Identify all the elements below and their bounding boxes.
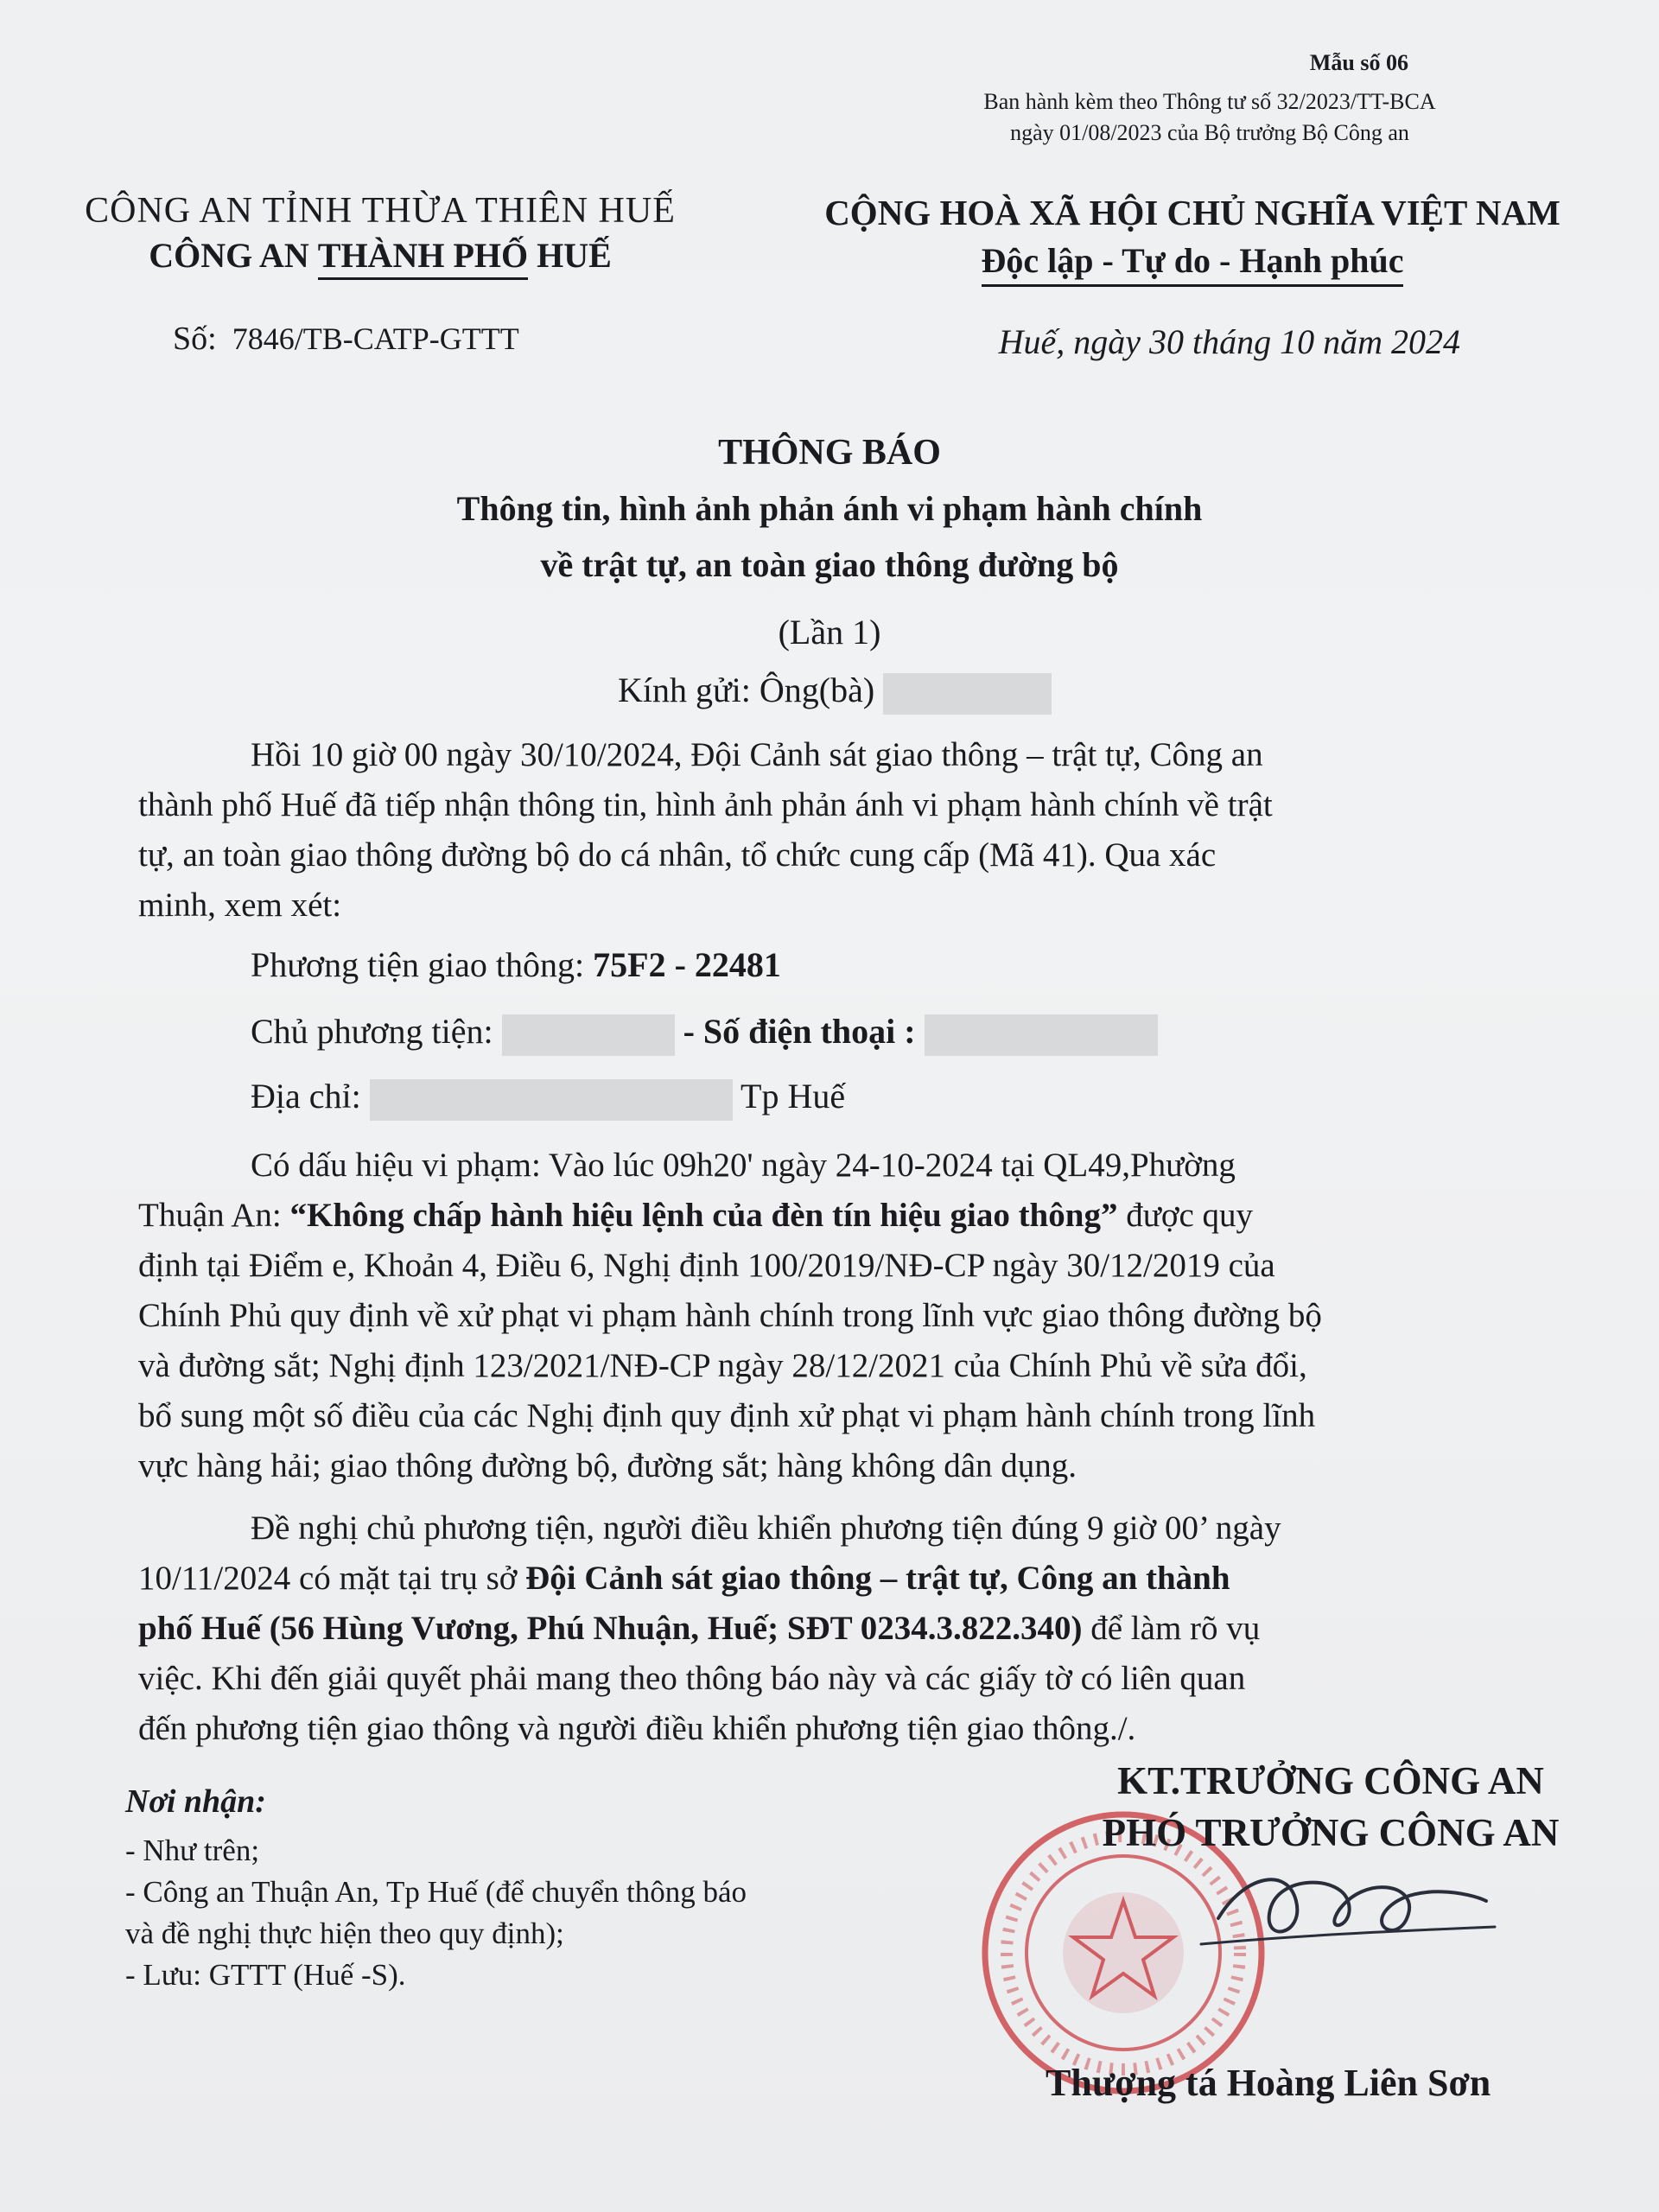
- address-tail: Tp Huế: [732, 1077, 846, 1116]
- handwritten-signature: [1192, 1840, 1503, 1979]
- agency-name: [149, 235, 612, 280]
- para3-line4: việc. Khi đến giải quyết phải mang theo thông báo này và các giấy tờ có liên quan: [138, 1660, 1246, 1697]
- form-ref-line2: ngày 01/08/2023 của Bộ trưởng Bộ Công an: [1010, 120, 1409, 145]
- recipient-line: [618, 670, 1052, 715]
- para1-line3: tự, an toàn giao thông đường bộ do cá nhân, tổ chức cung cấp (Mã 41). Qua xác: [138, 836, 1217, 874]
- recipient-item-2: - Công an Thuận An, Tp Huế (để chuyển thông báo: [125, 1875, 747, 1909]
- notice-count: (Lần 1): [778, 613, 881, 652]
- nation-header: [760, 192, 1624, 287]
- para2-l2a: Thuận An:: [138, 1197, 290, 1234]
- recipients-list: [125, 1830, 747, 1996]
- agency-name-pre: CÔNG AN: [149, 236, 318, 275]
- para3-line1: Đề nghị chủ phương tiện, người điều khiển phương tiện đúng 9 giờ 00’ ngày: [251, 1510, 1281, 1547]
- office-name: Đội Cảnh sát giao thông – trật tự, Công an thành: [525, 1560, 1230, 1597]
- recipient-item-3: và đề nghị thực hiện theo quy định);: [125, 1916, 564, 1950]
- agency-parent: CÔNG AN TỈNH THỪA THIÊN HUẾ: [85, 191, 676, 231]
- para3-line5: đến phương tiện giao thông và người điều khiển phương tiện giao thông./.: [138, 1710, 1136, 1747]
- signature-title-1: KT.TRƯỞNG CÔNG AN: [1117, 1759, 1544, 1802]
- recipients-label: Nơi nhận:: [125, 1783, 266, 1820]
- para1-line2: thành phố Huế đã tiếp nhận thông tin, hình ảnh phản ánh vi phạm hành chính về trật: [138, 786, 1273, 823]
- para2-line6: bổ sung một số điều của các Nghị định quy định xử phạt vi phạm hành chính trong lĩnh: [138, 1397, 1316, 1434]
- address-label: Địa chỉ:: [251, 1077, 370, 1116]
- agency-name-underlined: THÀNH PHỐ: [318, 235, 528, 280]
- redacted-address: [370, 1079, 733, 1121]
- para3-line3: [138, 1604, 1564, 1654]
- subtitle-line1: Thông tin, hình ảnh phản ánh vi phạm hành chính: [456, 489, 1203, 528]
- owner-label: Chủ phương tiện:: [251, 1012, 502, 1051]
- para2-line1: Có dấu hiệu vi phạm: Vào lúc 09h20' ngày 24-10-2024 tại QL49,Phường: [251, 1147, 1236, 1184]
- subtitle-line2: về trật tự, an toàn giao thông đường bộ: [540, 545, 1119, 584]
- vehicle-plate: 75F2 - 22481: [593, 945, 781, 984]
- para3-l2a: 10/11/2024 có mặt tại trụ sở: [138, 1560, 526, 1597]
- para2-line7: vực hàng hải; giao thông đường bộ, đường sắt; hàng không dân dụng.: [138, 1447, 1077, 1484]
- nation-name: CỘNG HOÀ XÃ HỘI CHỦ NGHĨA VIỆT NAM: [824, 193, 1560, 232]
- signer-name: Thượng tá Hoàng Liên Sơn: [1046, 2062, 1491, 2104]
- para2-line4: Chính Phủ quy định về xử phạt vi phạm hành chính trong lĩnh vực giao thông đường bộ: [138, 1297, 1322, 1334]
- vehicle-label: Phương tiện giao thông:: [251, 945, 594, 984]
- para1-line4: minh, xem xét:: [138, 887, 342, 924]
- signature-title-2: PHÓ TRƯỞNG CÔNG AN: [1102, 1811, 1560, 1854]
- document-number: [173, 320, 519, 358]
- form-number: Mẫu số 06: [1309, 50, 1408, 75]
- para3-line2: [138, 1554, 1564, 1604]
- redacted-owner: [502, 1014, 675, 1056]
- office-address: phố Huế (56 Hùng Vương, Phú Nhuận, Huế; SĐT 0234.3.822.340): [138, 1610, 1083, 1647]
- paragraph-violation: [138, 1141, 1564, 1491]
- paragraph-intro: [138, 730, 1564, 931]
- redacted-phone: [925, 1014, 1158, 1056]
- agency-header: [52, 190, 709, 280]
- phone-label: - Số điện thoại :: [674, 1012, 925, 1051]
- para1-line1: Hồi 10 giờ 00 ngày 30/10/2024, Đội Cảnh sát giao thông – trật tự, Công an: [251, 736, 1263, 773]
- para2-line2: [138, 1191, 1564, 1241]
- para2-l2c: được quy: [1117, 1197, 1254, 1234]
- address-line: [251, 1076, 845, 1121]
- doc-no-label: Số:: [173, 321, 217, 357]
- place-date: Huế, ngày 30 tháng 10 năm 2024: [998, 322, 1460, 361]
- vehicle-line: [251, 944, 781, 985]
- owner-line: [251, 1011, 1158, 1056]
- form-reference: [881, 86, 1538, 149]
- para3-l3b: để làm rõ vụ: [1082, 1610, 1261, 1647]
- doc-no-value: 7846/TB-CATP-GTTT: [232, 321, 519, 356]
- agency-name-post: HUẾ: [528, 236, 612, 275]
- page-title: THÔNG BÁO: [718, 433, 941, 473]
- nation-motto: Độc lập - Tự do - Hạnh phúc: [982, 240, 1404, 287]
- para2-line5: và đường sắt; Nghị định 123/2021/NĐ-CP ngày 28/12/2021 của Chính Phủ về sửa đổi,: [138, 1347, 1307, 1384]
- redacted-name: [883, 673, 1052, 715]
- form-ref-line1: Ban hành kèm theo Thông tư số 32/2023/TT-BCA: [983, 89, 1436, 114]
- paragraph-request: [138, 1503, 1564, 1754]
- violation-description: “Không chấp hành hiệu lệnh của đèn tín hiệu giao thông”: [289, 1197, 1118, 1234]
- recipient-item-1: - Như trên;: [125, 1834, 260, 1867]
- recipient-item-4: - Lưu: GTTT (Huế -S).: [125, 1958, 406, 1992]
- recipient-label: Kính gửi: Ông(bà): [618, 671, 884, 709]
- para2-line3: định tại Điểm e, Khoản 4, Điều 6, Nghị định 100/2019/NĐ-CP ngày 30/12/2019 của: [138, 1247, 1275, 1284]
